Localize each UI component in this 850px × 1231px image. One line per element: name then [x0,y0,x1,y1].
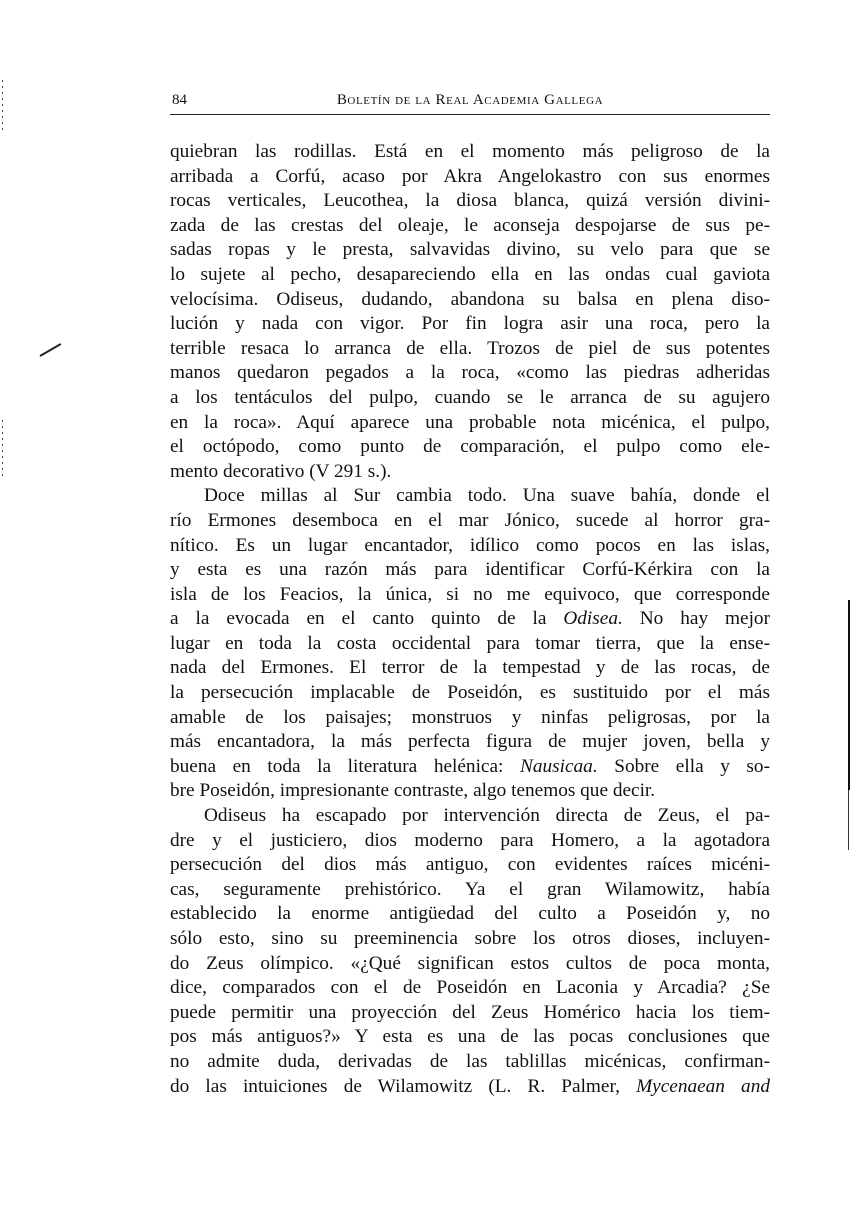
text-line [170,755,770,780]
text-line: do Zeus olímpico. «¿Qué significan estos cultos de poca monta, [170,952,770,974]
text-run: buena en toda la literatura helénica: [170,755,520,777]
text-line: pos más antiguos?» Y esta es una de las pocas conclusiones que [170,1026,770,1048]
text-line: persecución del dios más antiguo, con evidentes raíces micéni- [170,854,770,876]
italic-title: Mycenaean and [636,1075,770,1097]
text-line: cas, seguramente prehistórico. Ya el gran Wilamowitz, había [170,878,770,900]
text-line: lo sujete al pecho, desapareciendo ella en las ondas cual gaviota [170,263,770,285]
text-line: mento decorativo (V 291 s.). [170,460,392,482]
text-run: do las intuiciones de Wilamowitz (L. R. Palmer, [170,1075,637,1097]
text-line: sadas ropas y le presta, salvavidas divino, su velo para que se [170,239,770,261]
text-line: velocísima. Odiseus, dudando, abandona su balsa en plena diso- [170,288,770,310]
text-line: Odiseus ha escapado por intervención directa de Zeus, el pa- [204,805,770,827]
text-line [170,607,770,632]
scan-mark [40,343,62,357]
text-line [170,1075,770,1100]
italic-title: Odisea. [563,608,623,630]
text-line: rocas verticales, Leucothea, la diosa blanca, quizá versión divini- [170,190,770,212]
text-line: terrible resaca lo arranca de ella. Trozos de piel de sus potentes [170,337,770,359]
text-line: lugar en toda la costa occidental para tomar tierra, que la ense- [170,632,770,654]
scan-edge-marks [2,80,3,130]
text-line: lución y nada con vigor. Por fin logra asir una roca, pero la [170,313,770,335]
page-number: 84 [172,92,187,108]
text-line: no admite duda, derivadas de las tablillas micénicas, confirman- [170,1050,770,1072]
text-line: en la roca». Aquí aparece una probable nota micénica, el pulpo, [170,411,770,433]
body-text [170,140,770,1099]
header-rule [170,114,770,115]
text-line: y esta es una razón más para identificar Corfú-Kérkira con la [170,559,770,581]
text-line: dre y el justiciero, dios moderno para Homero, a la agotadora [170,829,770,851]
text-line: el octópodo, como punto de comparación, el pulpo como ele- [170,436,770,458]
italic-title: Nausicaa. [519,755,598,777]
text-line: puede permitir una proyección del Zeus Homérico hacia los tiem- [170,1001,770,1023]
text-line: amable de los paisajes; monstruos y ninfas peligrosas, por la [170,706,770,728]
scan-edge-bar [848,790,849,850]
text-line: quiebran las rodillas. Está en el momento más peligroso de la [170,141,770,162]
text-line: a los tentáculos del pulpo, cuando se le arranca de su agujero [170,386,770,408]
running-header [170,88,770,112]
text-line: arribada a Corfú, acaso por Akra Angelokastro con sus enormes [170,165,770,187]
text-line: manos quedaron pegados a la roca, «como las piedras adheridas [170,362,770,384]
text-line: isla de los Feacios, la única, si no me equivoco, que corresponde [170,583,770,605]
text-line: dice, comparados con el de Poseidón en Laconia y Arcadia? ¿Se [170,977,770,999]
text-run: Sobre ella y so- [597,755,770,777]
text-run: a la evocada en el canto quinto de la [170,608,564,630]
text-line: río Ermones desemboca en el mar Jónico, sucede al horror gra- [170,509,770,531]
text-line: Doce millas al Sur cambia todo. Una suave bahía, donde el [204,485,770,507]
text-line: nada del Ermones. El terror de la tempestad y de las rocas, de [170,657,770,679]
scan-edge-marks [2,420,3,480]
text-run: No hay mejor [622,608,770,630]
document-page [170,88,770,1097]
text-line: la persecución implacable de Poseidón, es sustituido por el más [170,682,770,704]
text-line: establecido la enorme antigüedad del culto a Poseidón y, no [170,903,770,925]
journal-title: Boletín de la Real Academia Gallega [336,92,604,108]
text-line: bre Poseidón, impresionante contraste, algo tenemos que decir. [170,780,656,802]
text-line: nítico. Es un lugar encantador, idílico como pocos en las islas, [170,534,770,556]
text-line: zada de las crestas del oleaje, le aconseja despojarse de sus pe- [170,214,770,236]
text-line: más encantadora, la más perfecta figura de mujer joven, bella y [170,731,770,753]
text-line: sólo esto, sino su preeminencia sobre los otros dioses, incluyen- [170,928,770,949]
